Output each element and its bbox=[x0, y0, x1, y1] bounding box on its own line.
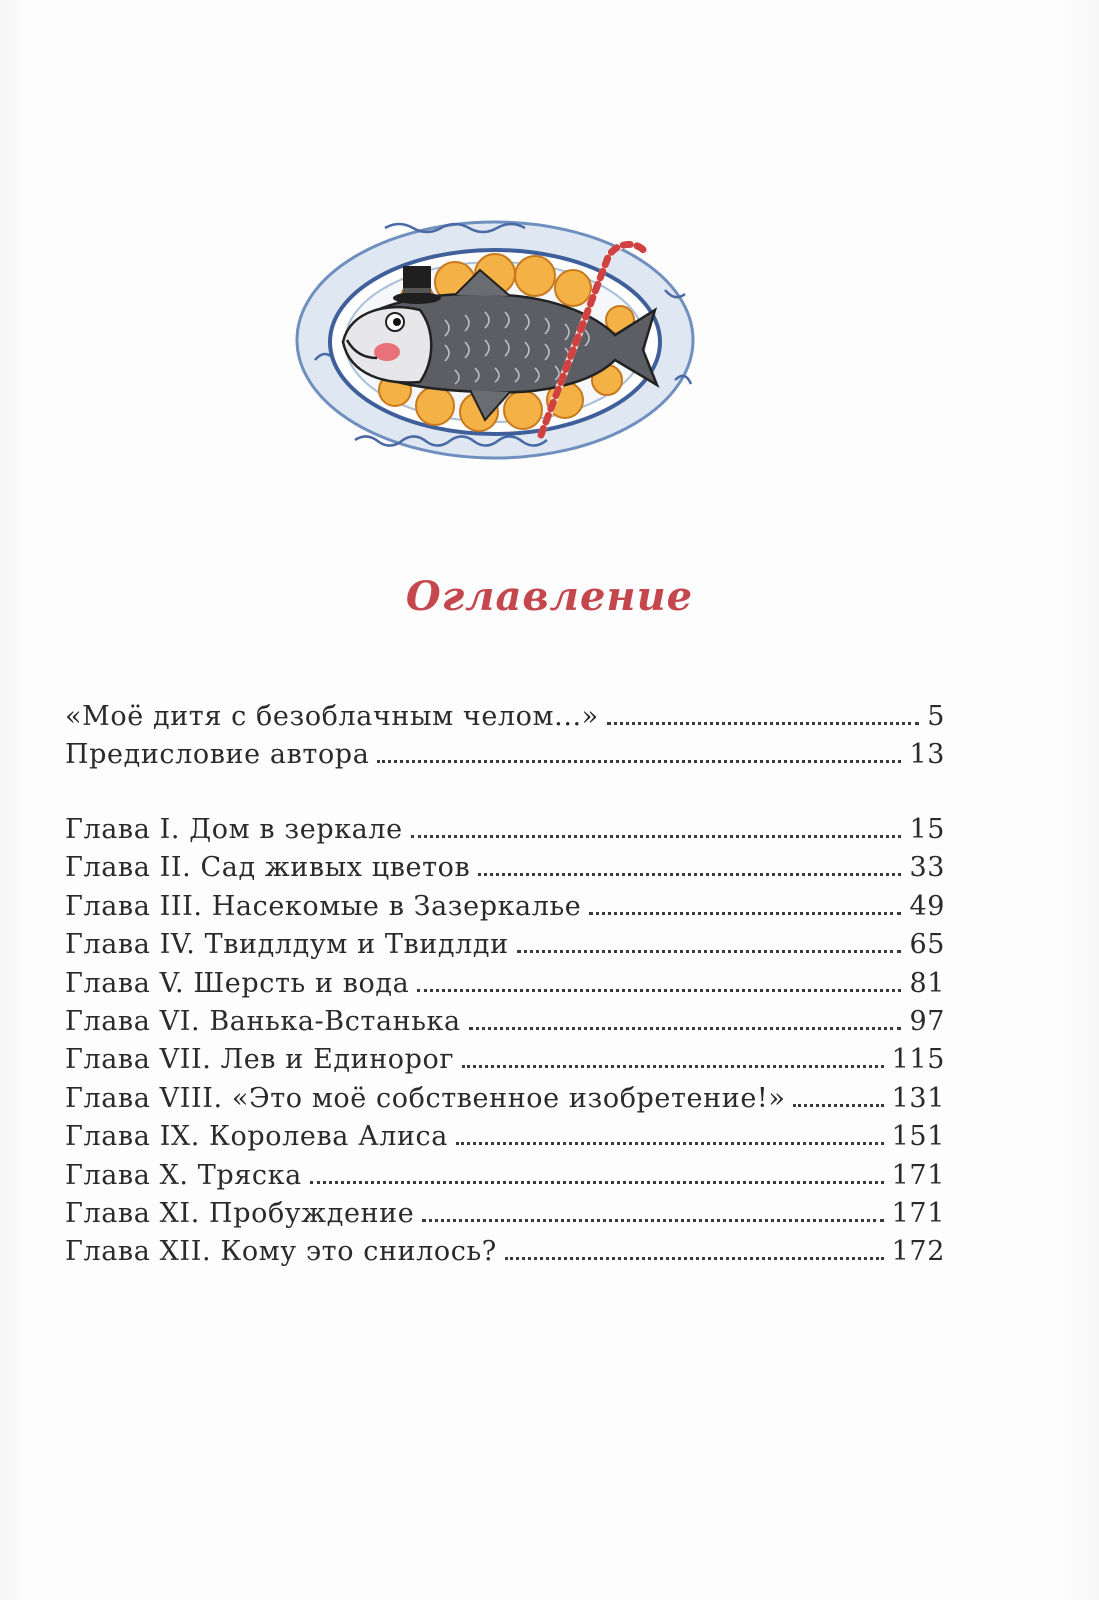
toc-entry-page: 15 bbox=[909, 814, 945, 845]
toc-entry[interactable] bbox=[65, 730, 945, 771]
toc-entry[interactable] bbox=[65, 843, 945, 884]
toc-entry-label: «Моё дитя с безоблачным челом...» bbox=[65, 701, 599, 732]
toc-entry[interactable] bbox=[65, 1227, 945, 1268]
toc-entry-page: 97 bbox=[909, 1005, 945, 1037]
toc-dot-leader bbox=[417, 959, 901, 992]
toc-prefix-list bbox=[65, 692, 945, 769]
toc-entry-label: Глава XI. Пробуждение bbox=[65, 1197, 415, 1229]
fish-on-plate-icon bbox=[295, 210, 715, 480]
toc-entry-label: Глава X. Тряска bbox=[65, 1159, 302, 1191]
toc-dot-leader bbox=[505, 1227, 884, 1260]
toc-entry[interactable] bbox=[65, 1189, 945, 1227]
toc-entry-page: 33 bbox=[909, 852, 945, 884]
toc-entry-page: 171 bbox=[891, 1197, 945, 1229]
toc-entry-page: 115 bbox=[891, 1044, 945, 1076]
page-title: Оглавление bbox=[405, 573, 694, 620]
toc-entry-label: Глава XII. Кому это снилось? bbox=[65, 1236, 497, 1268]
toc-entry-label: Глава II. Сад живых цветов bbox=[65, 852, 471, 884]
toc-dot-leader bbox=[310, 1151, 884, 1184]
toc-entry[interactable] bbox=[65, 920, 945, 961]
toc-entry[interactable] bbox=[65, 997, 945, 1035]
toc-dot-leader bbox=[469, 997, 902, 1030]
toc-entry-label: Глава VIII. «Это моё собственное изобретение!» bbox=[65, 1082, 786, 1114]
toc-entry-page: 151 bbox=[891, 1121, 945, 1153]
toc-entry-page: 172 bbox=[891, 1236, 945, 1268]
toc-dot-leader bbox=[793, 1074, 883, 1107]
toc-entry[interactable] bbox=[65, 1035, 945, 1076]
toc-dot-leader bbox=[422, 1189, 883, 1222]
toc-entry[interactable] bbox=[65, 1112, 945, 1153]
toc-dot-leader bbox=[589, 882, 901, 915]
toc-entry-page: 49 bbox=[909, 890, 945, 922]
toc-chapter-list bbox=[65, 805, 945, 1266]
toc-dot-leader bbox=[517, 920, 902, 953]
toc-entry-label: Глава IV. Твидлдум и Твидлди bbox=[65, 929, 509, 961]
toc-entry[interactable] bbox=[65, 805, 945, 843]
toc-dot-leader bbox=[462, 1035, 884, 1068]
toc-entry-label: Глава I. Дом в зеркале bbox=[65, 814, 403, 845]
toc-entry[interactable] bbox=[65, 1074, 945, 1112]
toc-entry-page: 131 bbox=[891, 1082, 945, 1114]
toc-entry-label: Глава VII. Лев и Единорог bbox=[65, 1044, 455, 1076]
toc-entry-page: 65 bbox=[909, 929, 945, 961]
toc-dot-leader bbox=[478, 843, 901, 876]
toc-entry-page: 5 bbox=[927, 701, 945, 732]
toc-dot-leader bbox=[456, 1112, 884, 1145]
toc-entry[interactable] bbox=[65, 692, 945, 730]
toc-entry-page: 171 bbox=[891, 1159, 945, 1191]
toc-entry[interactable] bbox=[65, 959, 945, 997]
toc-entry-page: 81 bbox=[909, 967, 945, 999]
toc-dot-leader bbox=[377, 730, 901, 763]
toc-entry-label: Глава IX. Королева Алиса bbox=[65, 1121, 448, 1153]
toc-entry-label: Предисловие автора bbox=[65, 739, 370, 771]
toc-entry-label: Глава III. Насекомые в Зазеркалье bbox=[65, 890, 582, 922]
toc-entry-page: 13 bbox=[909, 739, 945, 771]
toc-entry[interactable] bbox=[65, 1151, 945, 1189]
toc-entry-label: Глава VI. Ванька-Встанька bbox=[65, 1005, 461, 1037]
fish-cheek bbox=[374, 343, 400, 361]
toc-entry[interactable] bbox=[65, 882, 945, 920]
toc-dot-leader bbox=[607, 692, 919, 725]
toc-dot-leader bbox=[411, 805, 902, 838]
toc-entry-label: Глава V. Шерсть и вода bbox=[65, 967, 410, 999]
